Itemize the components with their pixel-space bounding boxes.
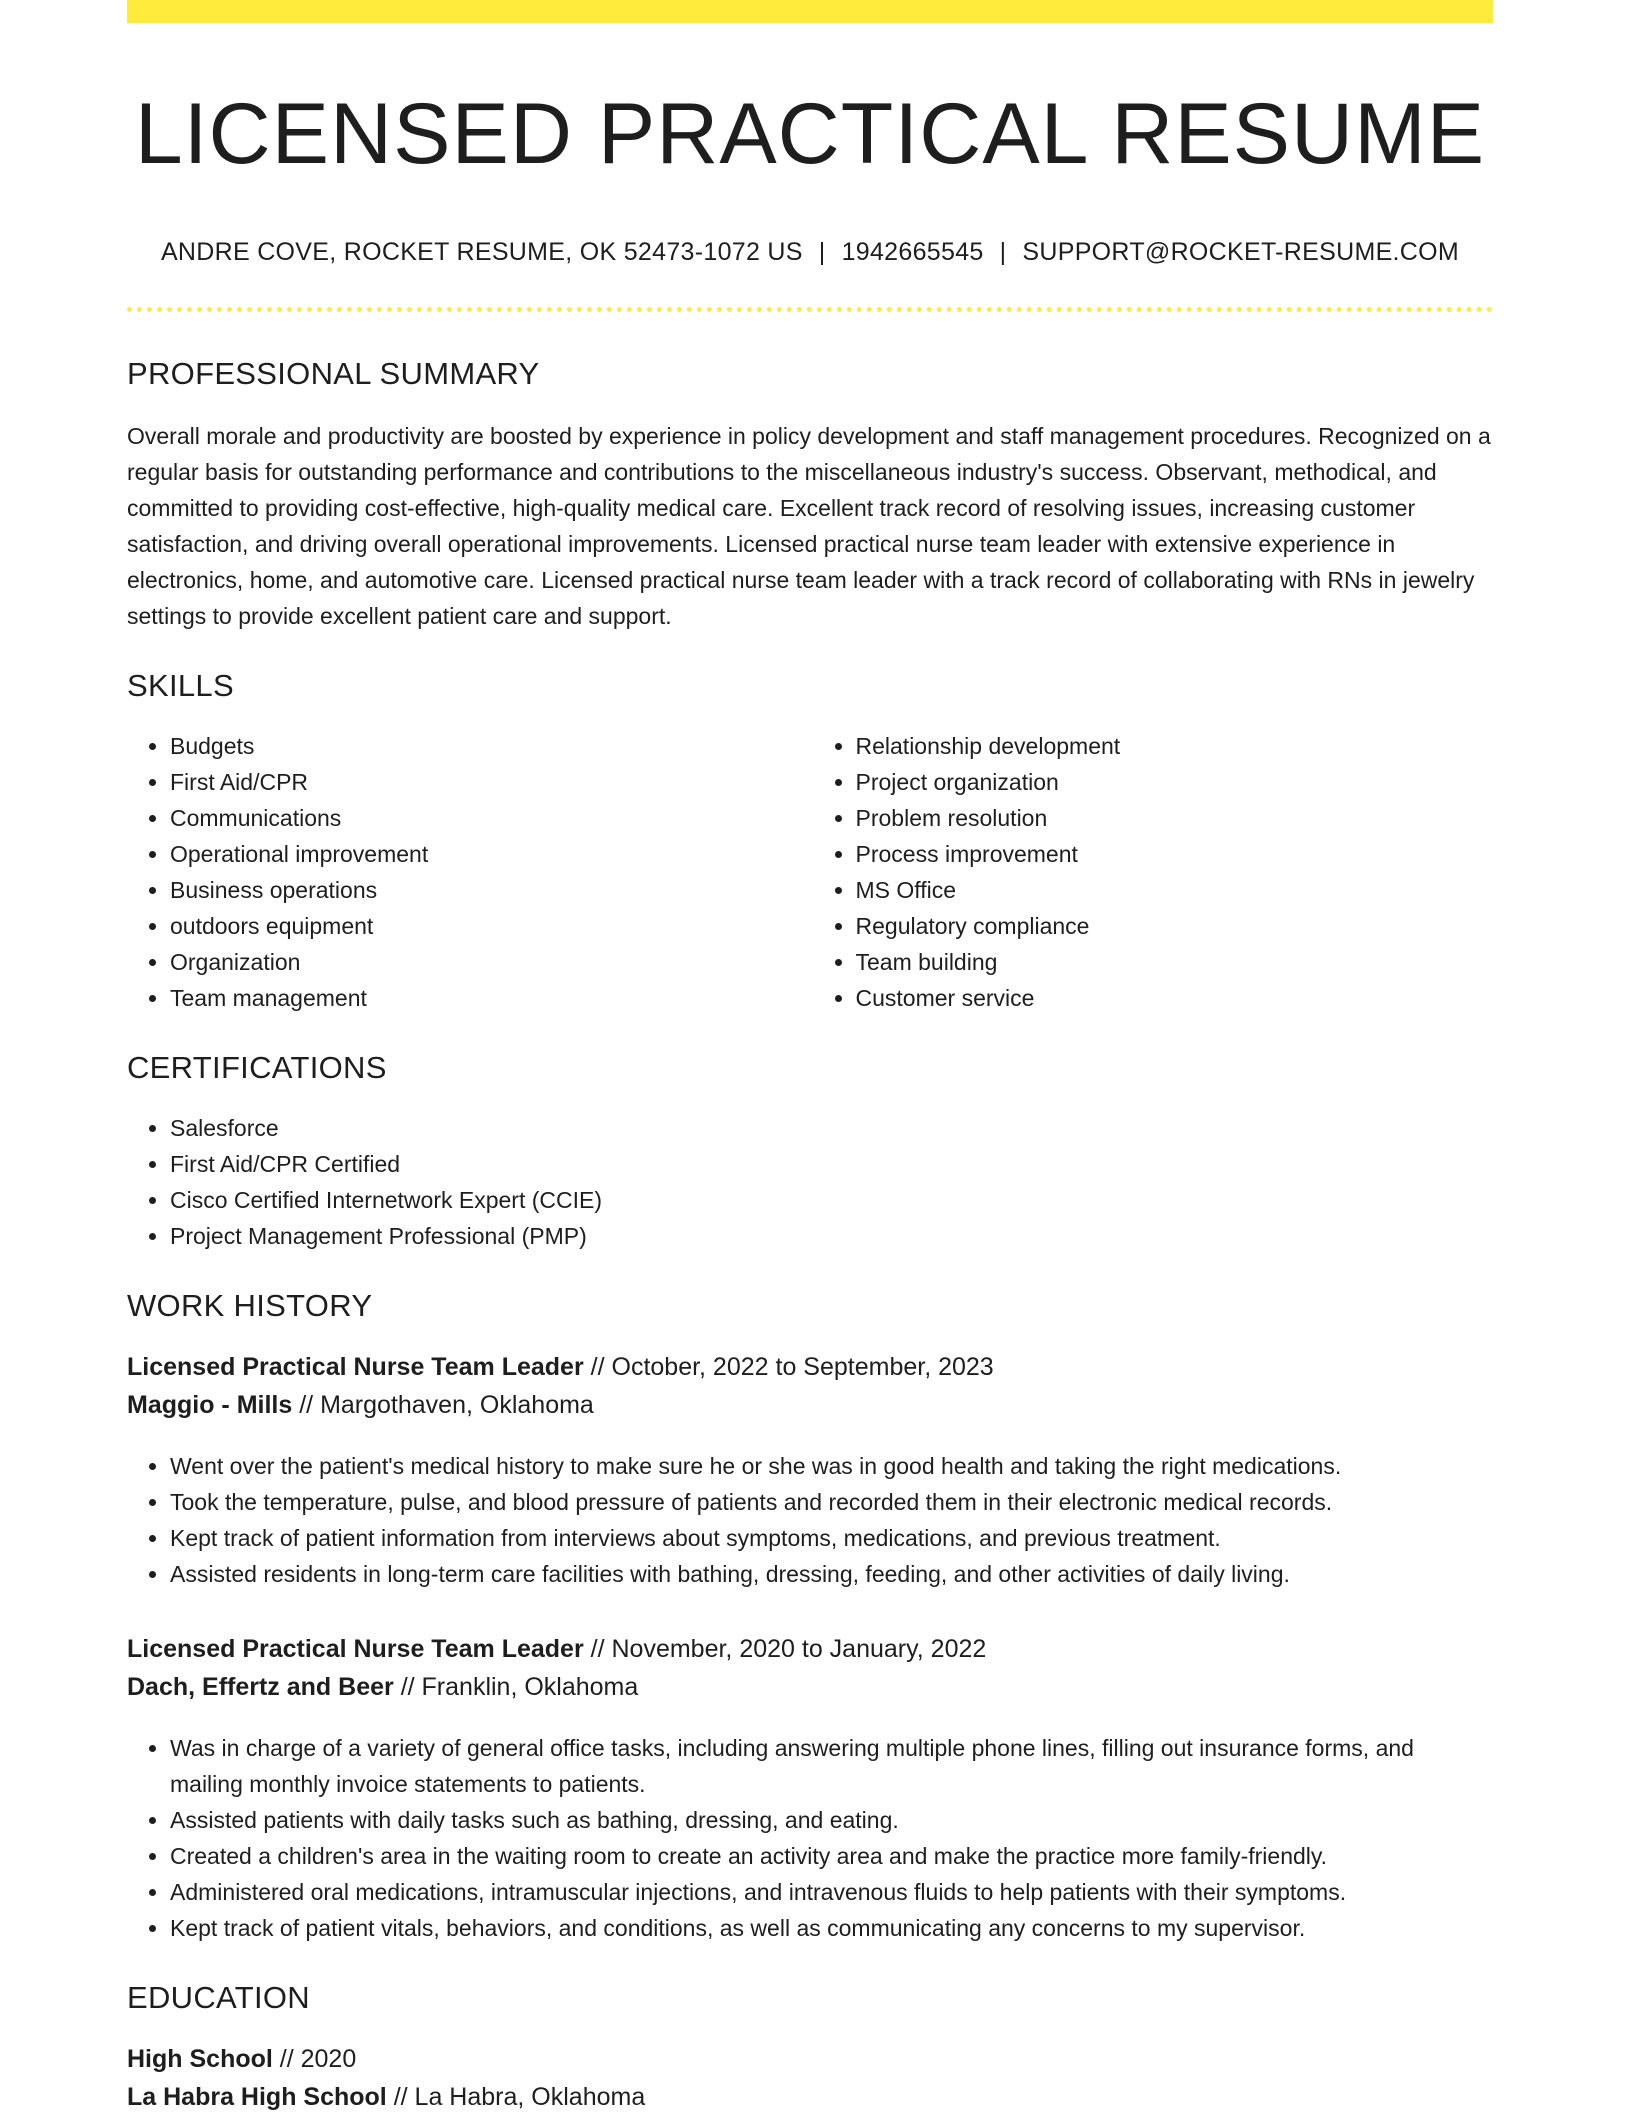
certification-item: • Salesforce [170, 1110, 1493, 1146]
job-bullet: • Went over the patient's medical history to make sure he or she was in good health and taking the right medications. [170, 1448, 1493, 1484]
job-dates: // November, 2020 to January, 2022 [590, 1635, 987, 1664]
skill-item: • Regulatory compliance [856, 908, 1494, 944]
resume-title: LICENSED PRACTICAL RESUME [134, 86, 1486, 182]
certification-item: • First Aid/CPR Certified [170, 1146, 1493, 1182]
dotted-divider [127, 307, 1493, 312]
job-bullet: • Kept track of patient vitals, behaviors, and conditions, as well as communicating any concerns to my supervisor. [170, 1910, 1493, 1946]
education-year: // 2020 [279, 2045, 357, 2074]
certification-item: • Project Management Professional (PMP) [170, 1218, 1493, 1254]
contact-line [127, 238, 1493, 267]
skill-item: • Process improvement [856, 836, 1494, 872]
resume-page [127, 0, 1493, 2116]
job-entry [127, 1630, 1493, 1946]
job-bullet: • Assisted residents in long-term care facilities with bathing, dressing, feeding, and other activities of daily living. [170, 1556, 1493, 1592]
skill-item: • Business operations [170, 872, 808, 908]
skill-item: • Communications [170, 800, 808, 836]
job-company: Dach, Effertz and Beer [127, 1673, 394, 1702]
education-degree-line [127, 2040, 1493, 2078]
contact-separator: | [818, 238, 826, 267]
education-school: La Habra High School [127, 2083, 387, 2112]
job-header [127, 1630, 1493, 1706]
job-bullet: • Was in charge of a variety of general office tasks, including answering multiple phone lines, filling out insurance forms, and mailing monthly invoice statements to patients. [170, 1730, 1493, 1802]
section-title-work-history: WORK HISTORY [127, 1288, 373, 1324]
job-role: Licensed Practical Nurse Team Leader [127, 1635, 584, 1664]
section-title-education: EDUCATION [127, 1980, 310, 2016]
skill-item: • Team management [170, 980, 808, 1016]
contact-email: SUPPORT@ROCKET-RESUME.COM [1022, 238, 1460, 267]
education-entry [127, 2040, 1493, 2116]
job-bullet: • Took the temperature, pulse, and blood pressure of patients and recorded them in their electronic medical records. [170, 1484, 1493, 1520]
job-location: // Margothaven, Oklahoma [299, 1391, 594, 1420]
job-bullet: • Administered oral medications, intramuscular injections, and intravenous fluids to help patients with their symptoms. [170, 1874, 1493, 1910]
skills-columns [127, 728, 1493, 1016]
skill-item: • Organization [170, 944, 808, 980]
skill-item: • Project organization [856, 764, 1494, 800]
skill-item: • Customer service [856, 980, 1494, 1016]
job-bullet: • Kept track of patient information from interviews about symptoms, medications, and previous treatment. [170, 1520, 1493, 1556]
accent-top-bar [127, 0, 1493, 23]
contact-phone: 1942665545 [841, 238, 984, 267]
job-bullets [127, 1448, 1493, 1592]
skill-item: • outdoors equipment [170, 908, 808, 944]
certifications-list [127, 1110, 1493, 1254]
skill-item: • Budgets [170, 728, 808, 764]
job-bullet: • Created a children's area in the waiting room to create an activity area and make the practice more family-friendly. [170, 1838, 1493, 1874]
skill-item: • Relationship development [856, 728, 1494, 764]
education-degree: High School [127, 2045, 273, 2074]
job-entry [127, 1348, 1493, 1592]
job-company-line [127, 1386, 1493, 1424]
skill-item: • Problem resolution [856, 800, 1494, 836]
skill-item: • Operational improvement [170, 836, 808, 872]
certification-item: • Cisco Certified Internetwork Expert (CCIE) [170, 1182, 1493, 1218]
summary-text: Overall morale and productivity are boosted by experience in policy development and staff management procedures. Recognized on a regular basis for outstanding performance and contributions to the miscellaneous industry's success. Observant, methodical, and committed to providing cost-effective, high-quality medical care. Excellent track record of resolving issues, increasing customer satisfaction, and driving overall operational improvements. Licensed practical nurse team leader with extensive experience in electronics, home, and automotive care. Licensed practical nurse team leader with a track record of collaborating with RNs in jewelry settings to provide excellent patient care and support. [127, 423, 1491, 630]
job-location: // Franklin, Oklahoma [400, 1673, 639, 1702]
job-header [127, 1348, 1493, 1424]
education-location: // La Habra, Oklahoma [393, 2083, 646, 2112]
job-company: Maggio - Mills [127, 1391, 293, 1420]
section-title-skills: SKILLS [127, 668, 234, 704]
job-title-line [127, 1630, 1493, 1668]
skill-item: • MS Office [856, 872, 1494, 908]
section-title-certifications: CERTIFICATIONS [127, 1050, 387, 1086]
skill-item: • Team building [856, 944, 1494, 980]
contact-separator: | [999, 238, 1007, 267]
job-bullet: • Assisted patients with daily tasks such as bathing, dressing, and eating. [170, 1802, 1493, 1838]
skills-list-left [127, 728, 808, 1016]
section-title-summary: PROFESSIONAL SUMMARY [127, 356, 540, 392]
job-role: Licensed Practical Nurse Team Leader [127, 1353, 584, 1382]
education-school-line [127, 2078, 1493, 2116]
job-bullets [127, 1730, 1493, 1946]
skills-list-right [808, 728, 1494, 1016]
job-title-line [127, 1348, 1493, 1386]
job-dates: // October, 2022 to September, 2023 [590, 1353, 994, 1382]
skill-item: • First Aid/CPR [170, 764, 808, 800]
contact-address: ANDRE COVE, ROCKET RESUME, OK 52473-1072 US [160, 238, 803, 267]
job-company-line [127, 1668, 1493, 1706]
